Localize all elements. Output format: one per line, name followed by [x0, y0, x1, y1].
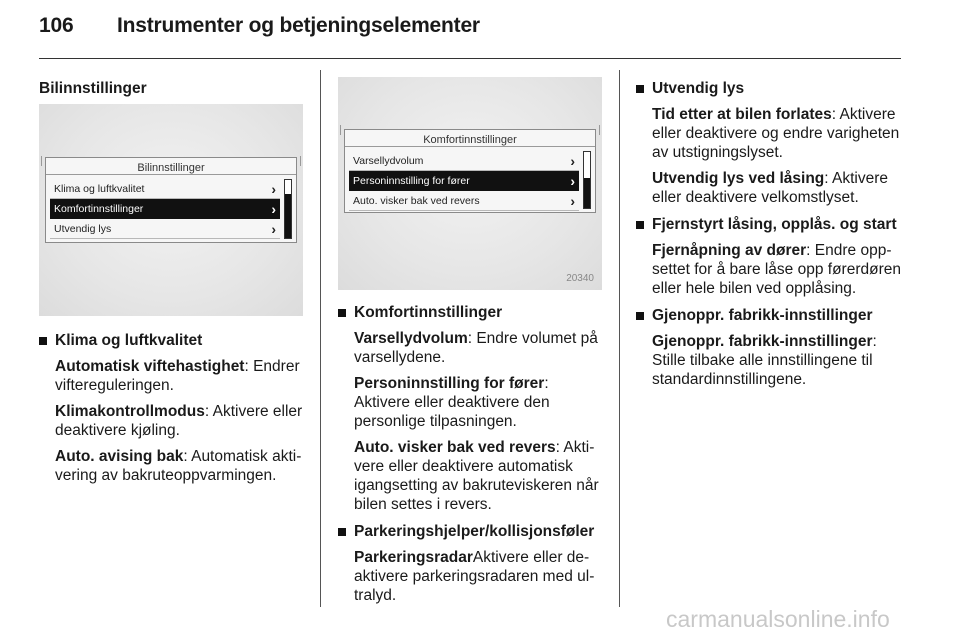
left-bullet-block [39, 331, 304, 485]
menu-item-personinnstilling: Personinnstilling for fører › [349, 171, 579, 191]
bullet-komfort: Komfortinnstillinger [338, 303, 606, 322]
menu-item-varsellydvolum: Varsellydvolum › [349, 151, 579, 171]
menu-item-klima: Klima og luftkvalitet › [50, 179, 280, 199]
bullet-square-icon [338, 528, 346, 536]
entry: Auto. visker bak ved revers: Aktivere eller deaktivere automatisk igangsetting av bakruteviskeren når bilen settes i revers. [354, 439, 599, 513]
screen-figure-komfort [338, 77, 602, 290]
page-header [39, 14, 480, 38]
header-rule [39, 58, 901, 59]
entry: Klimakontrollmodus: Aktivere eller deaktivere kjøling. [55, 403, 303, 439]
entry: Varsellydvolum: Endre volumet på varsellydene. [354, 330, 598, 366]
bullet-utvendig-lys: Utvendig lys [636, 79, 904, 98]
chevron-right-icon: › [271, 181, 276, 197]
bullet-square-icon [338, 309, 346, 317]
middle-text-block [338, 303, 606, 613]
chevron-right-icon: › [271, 201, 276, 217]
page-number: 106 [39, 14, 74, 37]
chevron-right-icon: › [570, 193, 575, 209]
bullet-klima: Klima og luftkvalitet [39, 331, 304, 350]
entry: Utvendig lys ved låsing: Aktivere eller deaktivere velkomstlyset. [652, 170, 889, 206]
bullet-gjenoppr: Gjenoppr. fabrikk-innstillinger [636, 306, 904, 325]
watermark: carmanualsonline.info [666, 606, 890, 632]
menu-item-auto-visker: Auto. visker bak ved revers › [349, 191, 579, 211]
settings-panel [45, 157, 297, 243]
right-text-block [636, 79, 904, 397]
page-title: Instrumenter og betjeningselementer [117, 14, 480, 37]
bullet-square-icon [636, 221, 644, 229]
chevron-right-icon: › [271, 221, 276, 237]
entry: ParkeringsradarAktivere eller deaktivere parkeringsradaren med ultralyd. [354, 549, 595, 604]
scrollbar [583, 151, 591, 209]
scrollbar [284, 179, 292, 239]
entry: Fjernåpning av dører: Endre oppsettet for å bare låse opp førerdøren eller hele bilen ved opplåsing. [652, 242, 901, 297]
chevron-right-icon: › [570, 173, 575, 189]
entry: Tid etter at bilen forlates: Aktivere eller deaktivere og endre varigheten av utstigningslyset. [652, 106, 900, 161]
menu-item-komfort: Komfortinnstillinger › [50, 199, 280, 219]
entry: Auto. avising bak: Automatisk aktivering av bakruteoppvarmingen. [55, 448, 302, 484]
chevron-right-icon: › [570, 153, 575, 169]
settings-panel [344, 129, 596, 213]
screen-figure-bilinnstillinger [39, 104, 303, 316]
column-divider-right [619, 70, 620, 607]
menu-item-utvendig-lys: Utvendig lys › [50, 219, 280, 239]
entry: Gjenoppr. fabrikk-innstillinger: Stille tilbake alle innstillingene til standardinnstillingene. [652, 333, 877, 388]
figure-number: 20340 [566, 273, 594, 284]
left-column [39, 79, 304, 98]
bullet-fjernstyrt: Fjernstyrt låsing, opplås. og start [636, 215, 904, 234]
entry: Personinnstilling for fører: Aktivere eller deaktivere den personlige tilpasningen. [354, 375, 550, 430]
column-divider-left [320, 70, 321, 607]
bullet-square-icon [636, 312, 644, 320]
bullet-parkering: Parkeringshjelper/kollisjonsføler [338, 522, 606, 541]
entry: Automatisk viftehastighet: Endrer viftereguleringen. [55, 358, 300, 394]
panel-title: Komfortinnstillinger [345, 130, 595, 147]
bullet-square-icon [636, 85, 644, 93]
section-title: Bilinnstillinger [39, 80, 147, 97]
bullet-square-icon [39, 337, 47, 345]
panel-title: Bilinnstillinger [46, 158, 296, 175]
